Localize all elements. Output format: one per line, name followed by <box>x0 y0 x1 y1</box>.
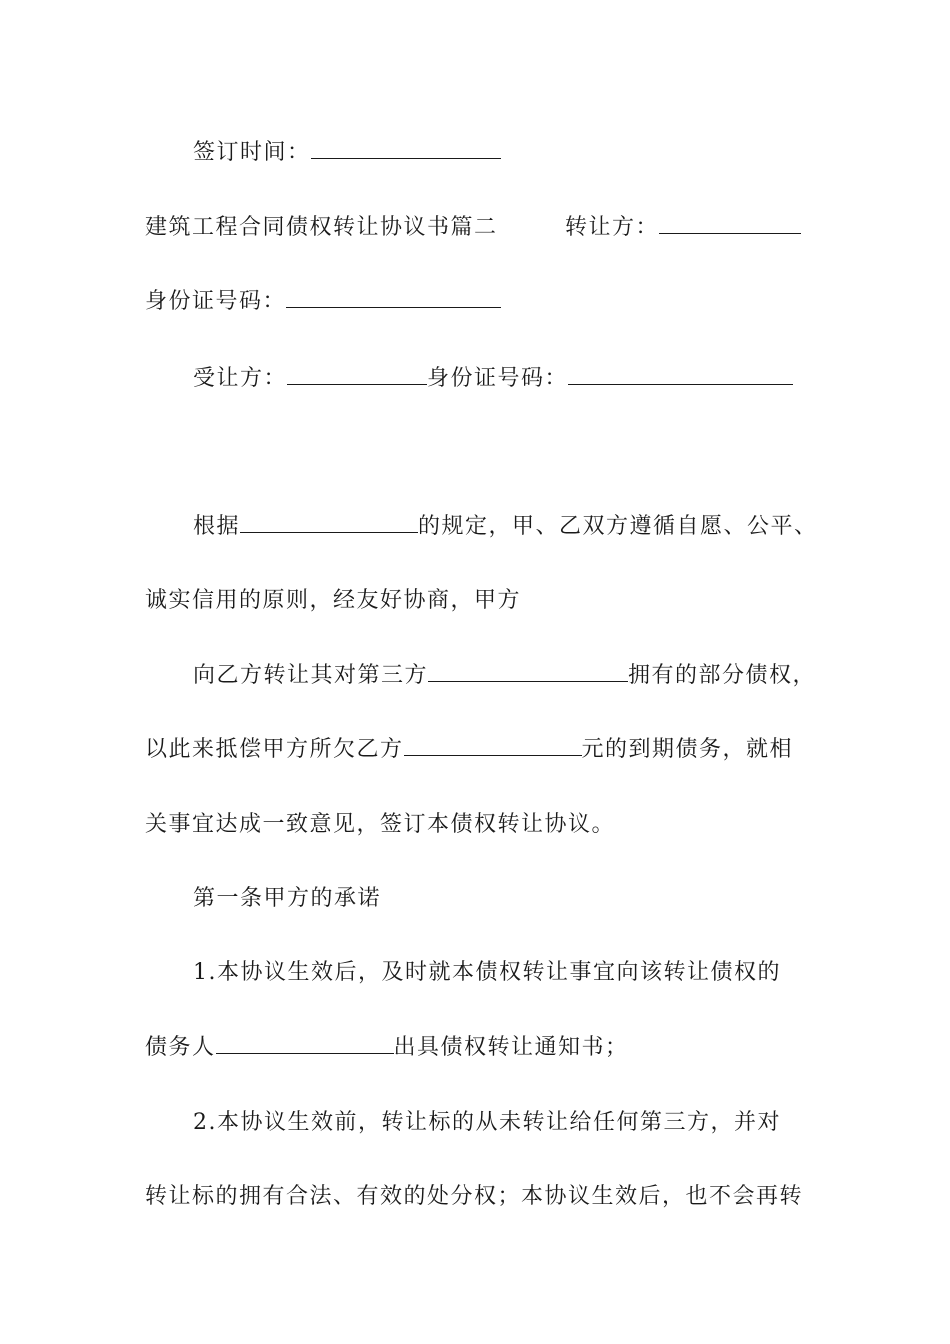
para-basis-line <box>193 512 818 542</box>
text: 第一条甲方的承诺 <box>193 886 382 911</box>
text: 向乙方转让其对第三方 <box>193 663 429 688</box>
law-blank[interactable] <box>240 514 418 533</box>
para-line <box>145 586 521 616</box>
third-party-blank[interactable] <box>428 663 628 682</box>
text: 诚实信用的原则，经友好协商，甲方 <box>145 588 522 613</box>
para-line <box>193 1108 781 1138</box>
text: 出具债权转让通知书； <box>393 1035 629 1060</box>
text: 转让标的拥有合法、有效的处分权；本协议生效后，也不会再转 <box>145 1184 804 1209</box>
transferee-label: 受让方： <box>193 366 288 391</box>
article-heading <box>193 884 381 914</box>
transferor-label: 转让方： <box>565 215 660 240</box>
text: 拥有的部分债权， <box>628 663 817 688</box>
para-line <box>145 810 615 840</box>
para-line <box>145 735 793 765</box>
text: 2.本协议生效前，转让标的从未转让给任何第三方，并对 <box>193 1110 781 1135</box>
para-line <box>193 958 781 988</box>
text: 元的到期债务，就相 <box>581 737 794 762</box>
signing-date-blank[interactable] <box>311 140 501 159</box>
transferee-id-blank[interactable] <box>568 366 793 385</box>
transferor-blank[interactable] <box>659 215 801 234</box>
text: 1.本协议生效后，及时就本债权转让事宜向该转让债权的 <box>193 960 781 985</box>
text: 根据 <box>193 514 241 539</box>
id-number-label: 身份证号码： <box>145 289 287 314</box>
para-line <box>193 661 816 691</box>
para-line <box>145 1033 629 1063</box>
transferee-id-label: 身份证号码： <box>427 366 569 391</box>
text: 以此来抵偿甲方所欠乙方 <box>145 737 404 762</box>
amount-blank[interactable] <box>404 737 582 756</box>
signing-date-label: 签订时间： <box>193 140 311 165</box>
transferor-line <box>565 213 801 243</box>
debtor-blank[interactable] <box>216 1035 394 1054</box>
text: 关事宜达成一致意见，签订本债权转让协议。 <box>145 812 616 837</box>
section-title: 建筑工程合同债权转让协议书篇二 <box>145 215 498 240</box>
transferee-blank[interactable] <box>287 366 427 385</box>
transferee-line <box>193 364 793 394</box>
signing-date-line <box>193 138 501 168</box>
section-title-line <box>145 213 498 243</box>
text: 债务人 <box>145 1035 216 1060</box>
id-number-line <box>145 287 501 317</box>
id-number-blank[interactable] <box>286 289 501 308</box>
text: 的规定，甲、乙双方遵循自愿、公平、 <box>418 514 818 539</box>
para-line <box>145 1182 803 1212</box>
